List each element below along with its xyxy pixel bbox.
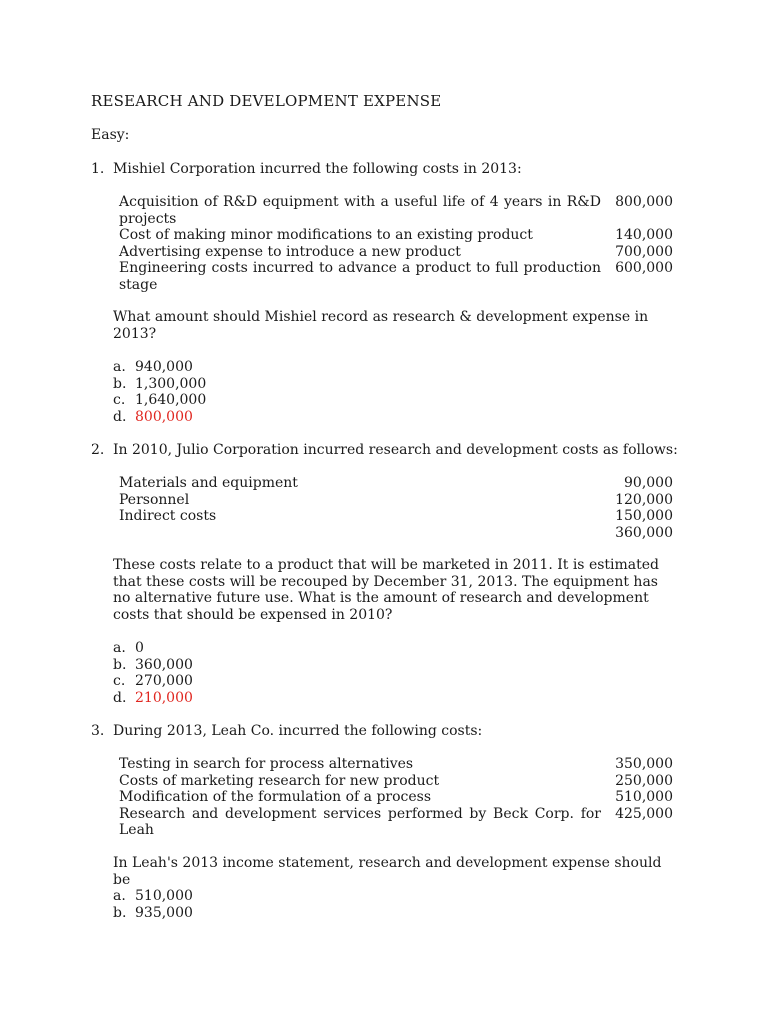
choice-text: 510,000 <box>135 888 193 904</box>
choice-b[interactable] <box>113 376 206 393</box>
cost-amount: 425,000 <box>615 805 673 822</box>
question-1-prompt: What amount should Mishiel record as research & development expense in 2013? <box>113 309 649 342</box>
difficulty-label: Easy: <box>91 127 130 143</box>
question-3-cost-table <box>119 756 673 839</box>
cost-description: Testing in search for process alternatives <box>119 756 414 772</box>
cost-row <box>119 244 673 261</box>
cost-description: Indirect costs <box>119 508 217 525</box>
cost-row <box>119 260 673 293</box>
cost-row <box>119 194 673 227</box>
cost-description: Advertising expense to introduce a new product <box>119 243 461 260</box>
cost-row <box>119 789 673 806</box>
cost-description: Cost of making minor modifications to an existing product <box>119 227 533 244</box>
choice-letter: c. <box>113 392 126 409</box>
cost-description: Engineering costs incurred to advance a product to full production stage <box>119 260 601 293</box>
choice-text: 1,300,000 <box>135 375 207 392</box>
cost-amount: 700,000 <box>615 243 673 260</box>
cost-row <box>119 773 673 790</box>
choice-c[interactable] <box>113 673 193 690</box>
choice-letter: c. <box>113 673 126 690</box>
cost-amount: 510,000 <box>615 789 673 806</box>
choice-c[interactable] <box>113 392 206 409</box>
choice-text: 0 <box>135 640 144 656</box>
cost-amount: 120,000 <box>615 491 673 508</box>
question-2-text: In 2010, Julio Corporation incurred research and development costs as follows: <box>113 442 678 458</box>
choice-d[interactable] <box>113 409 206 426</box>
cost-description: Modification of the formulation of a process <box>119 789 432 806</box>
cost-row <box>119 475 673 492</box>
question-3-text: During 2013, Leah Co. incurred the following costs: <box>113 723 483 739</box>
cost-description: Materials and equipment <box>119 475 298 491</box>
question-2-cost-table <box>119 475 673 541</box>
choice-a[interactable] <box>113 640 193 657</box>
cost-row <box>119 492 673 509</box>
question-2-number: 2. <box>91 442 105 458</box>
cost-description: Costs of marketing research for new product <box>119 772 440 789</box>
correct-answer-text: 210,000 <box>135 689 193 706</box>
question-3-number: 3. <box>91 723 105 739</box>
document-title: RESEARCH AND DEVELOPMENT EXPENSE <box>91 92 442 110</box>
choice-text: 1,640,000 <box>135 392 207 409</box>
choice-a[interactable] <box>113 359 206 376</box>
correct-answer-text: 800,000 <box>135 408 193 425</box>
choice-text: 935,000 <box>135 904 193 921</box>
cost-total: 360,000 <box>615 524 673 541</box>
choice-text: 360,000 <box>135 656 193 673</box>
cost-row <box>119 756 673 773</box>
choice-letter: b. <box>113 375 127 392</box>
cost-description: Personnel <box>119 491 190 508</box>
question-2-prompt: These costs relate to a product that will be marketed in 2011. It is estimated that these costs will be recouped by December 31, 2013. The equipment has no alternative future use. What is the amount of research and development costs that should be expensed in 2010? <box>113 557 660 623</box>
cost-amount: 250,000 <box>615 772 673 789</box>
choice-b[interactable] <box>113 905 193 922</box>
choice-b[interactable] <box>113 657 193 674</box>
choice-a[interactable] <box>113 888 193 905</box>
cost-row <box>119 508 673 525</box>
choice-letter: b. <box>113 904 127 921</box>
question-1-choices <box>113 359 206 425</box>
cost-row <box>119 806 673 839</box>
choice-letter: a. <box>113 888 126 904</box>
choice-d[interactable] <box>113 690 193 707</box>
choice-letter: a. <box>113 359 126 375</box>
cost-amount: 350,000 <box>615 756 673 772</box>
cost-description: Acquisition of R&D equipment with a useful life of 4 years in R&D projects <box>119 194 601 227</box>
question-2-choices <box>113 640 193 706</box>
cost-amount: 90,000 <box>624 475 673 491</box>
cost-amount: 800,000 <box>615 194 673 210</box>
choice-letter: d. <box>113 689 127 706</box>
cost-amount: 140,000 <box>615 227 673 244</box>
question-1-text: Mishiel Corporation incurred the following costs in 2013: <box>113 161 522 177</box>
choice-letter: b. <box>113 656 127 673</box>
cost-amount: 600,000 <box>615 260 673 277</box>
question-3-prompt: In Leah's 2013 income statement, research and development expense should be <box>113 855 662 888</box>
cost-description: Research and development services performed by Beck Corp. for Leah <box>119 805 601 839</box>
cost-amount: 150,000 <box>615 508 673 525</box>
question-3-choices <box>113 888 193 921</box>
question-1-cost-table <box>119 194 673 294</box>
choice-letter: a. <box>113 640 126 656</box>
question-1-number: 1. <box>91 161 105 177</box>
choice-text: 270,000 <box>135 673 193 690</box>
choice-text: 940,000 <box>135 359 193 375</box>
choice-letter: d. <box>113 408 127 425</box>
cost-total-row <box>119 525 673 542</box>
cost-row <box>119 227 673 244</box>
